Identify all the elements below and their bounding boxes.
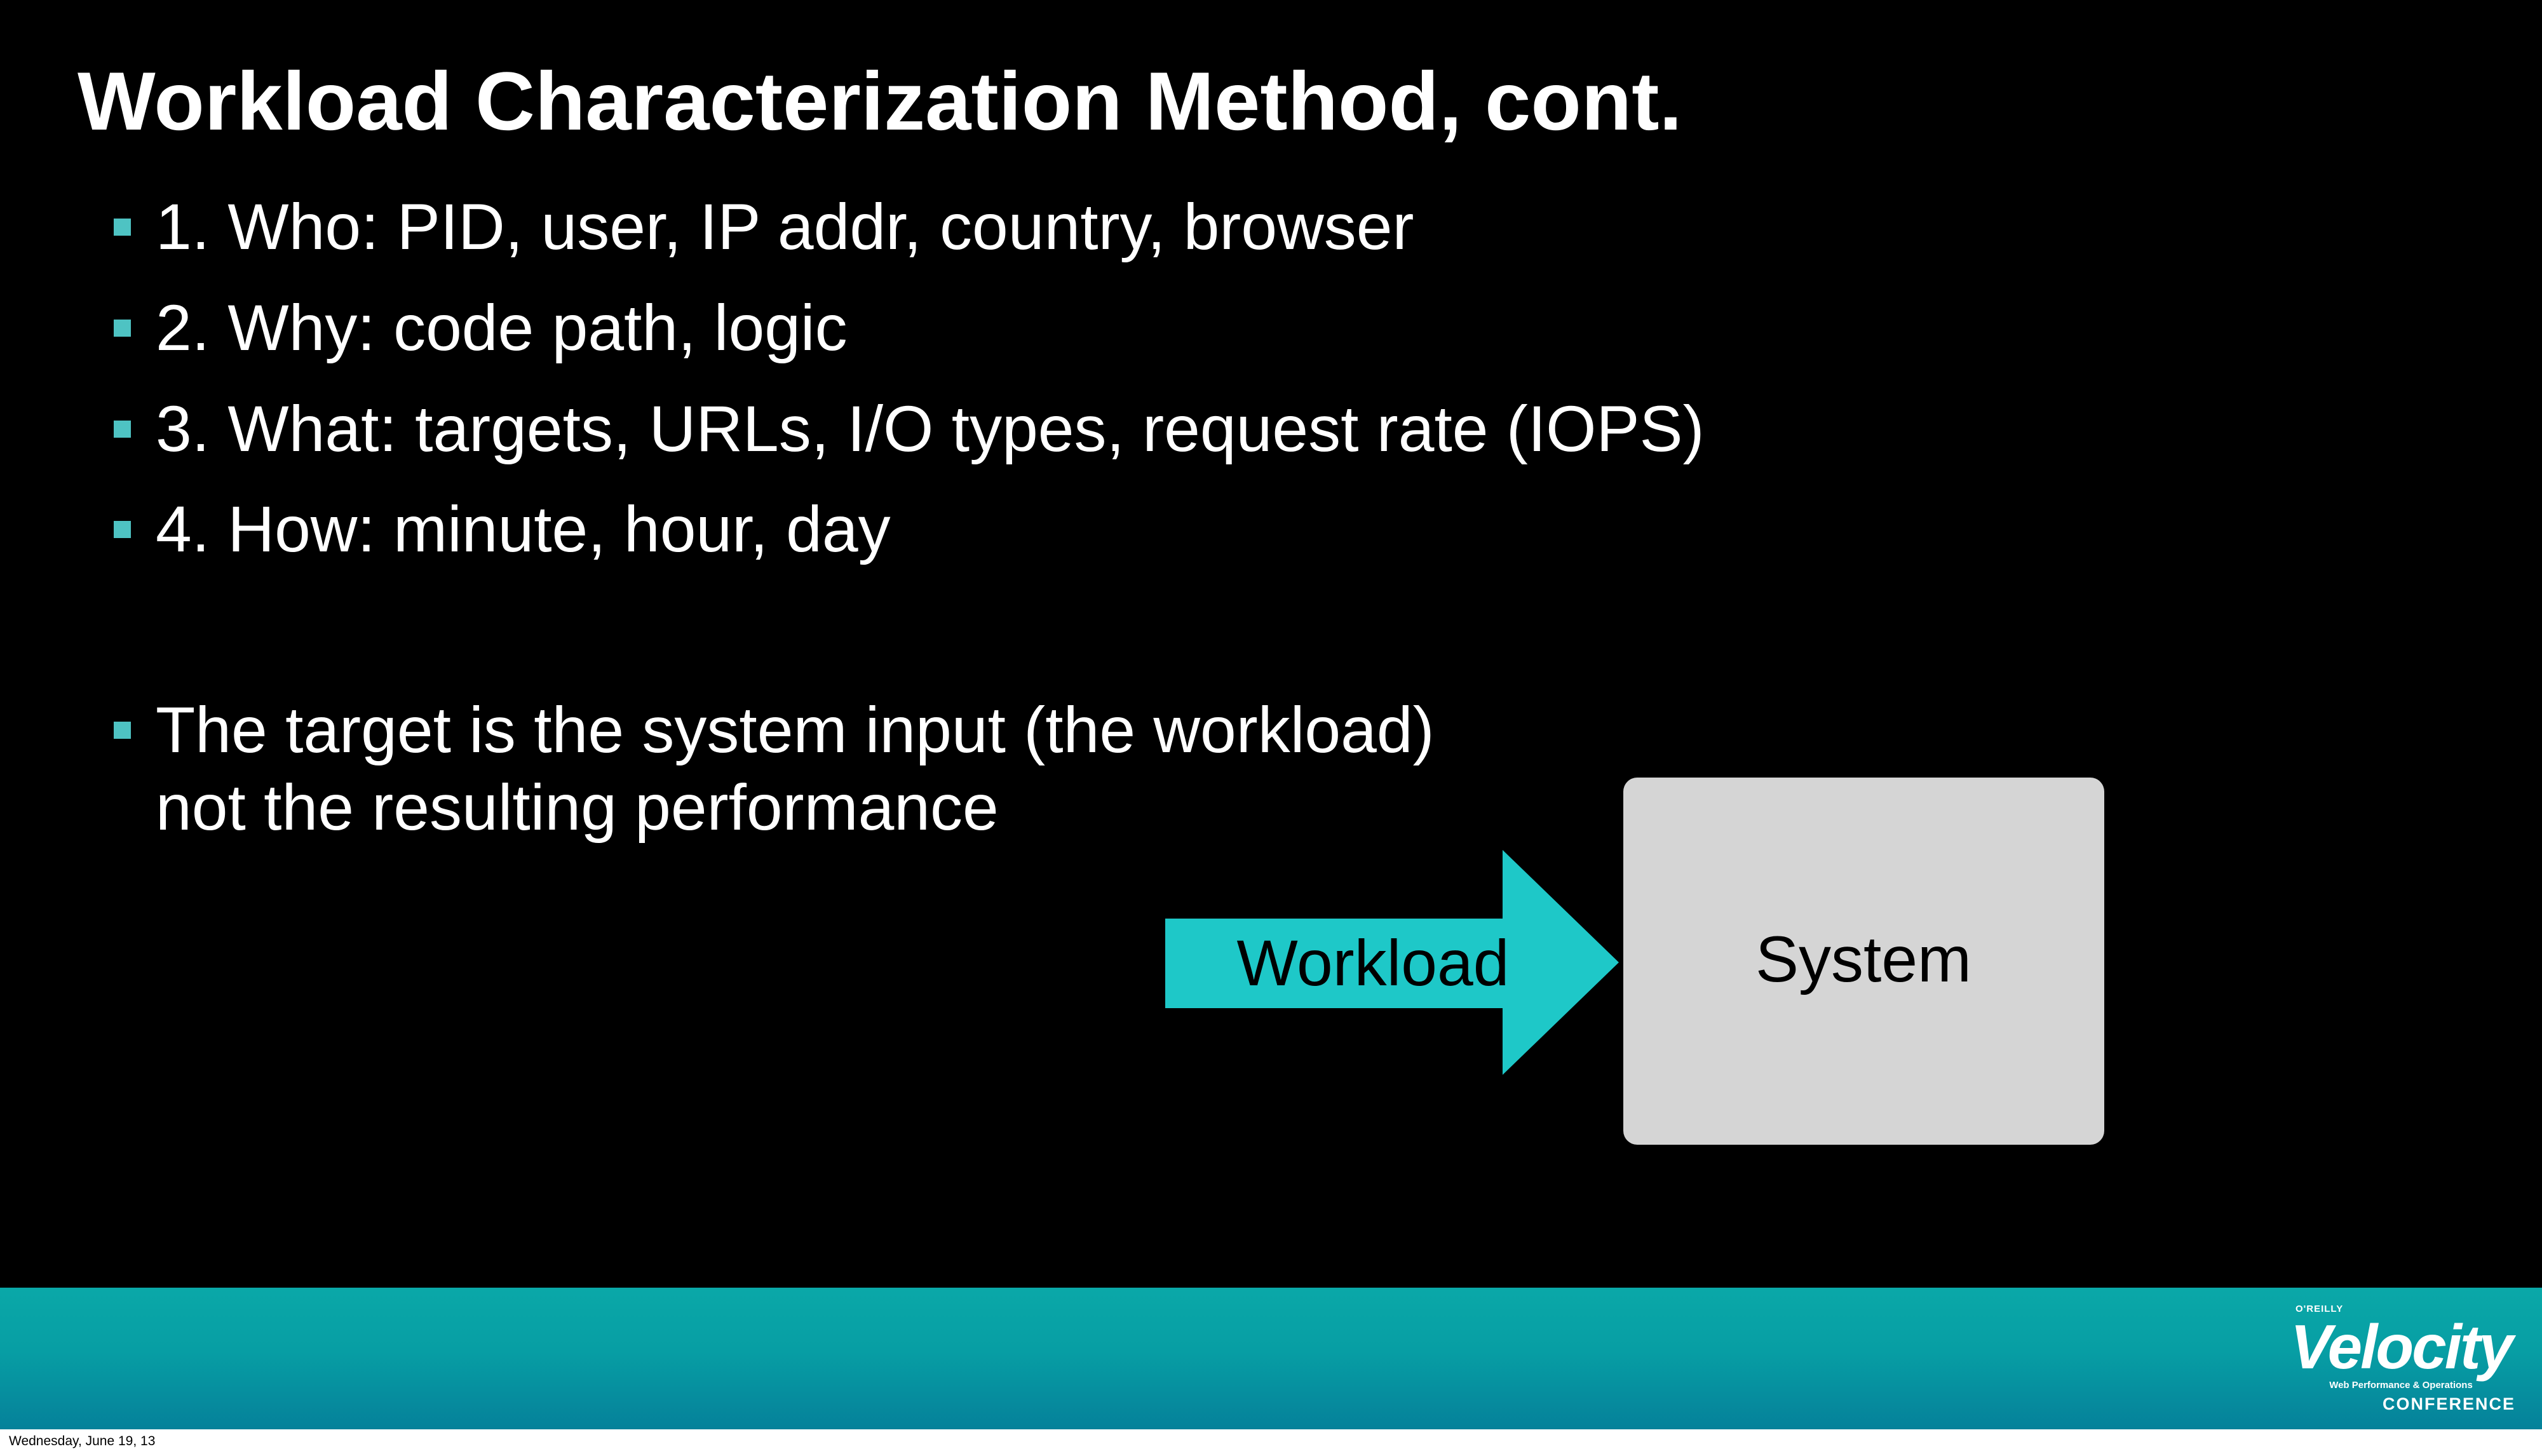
velocity-logo	[2287, 1304, 2515, 1418]
workload-label: Workload	[1236, 927, 1510, 999]
slide-title: Workload Characterization Method, cont.	[78, 55, 1682, 147]
logo-publisher: O'REILLY	[2295, 1304, 2344, 1314]
logo-brand: Velocity	[2290, 1312, 2512, 1382]
note-line-1: The target is the system input (the workload)	[156, 694, 1435, 766]
logo-event: CONFERENCE	[2382, 1394, 2515, 1413]
note-line-2: not the resulting performance	[156, 771, 999, 844]
bullet-text: 2. Why: code path, logic	[156, 292, 848, 364]
date-footer: Wednesday, June 19, 13	[9, 1434, 156, 1448]
system-label: System	[1755, 923, 1972, 995]
bullet-text: 3. What: targets, URLs, I/O types, request rate (IOPS)	[156, 393, 1705, 465]
footer-band	[0, 1288, 2542, 1429]
bullet-text: 1. Who: PID, user, IP addr, country, browser	[156, 191, 1414, 263]
bullet-text: 4. How: minute, hour, day	[156, 493, 891, 565]
logo-tagline: Web Performance & Operations	[2329, 1380, 2473, 1391]
